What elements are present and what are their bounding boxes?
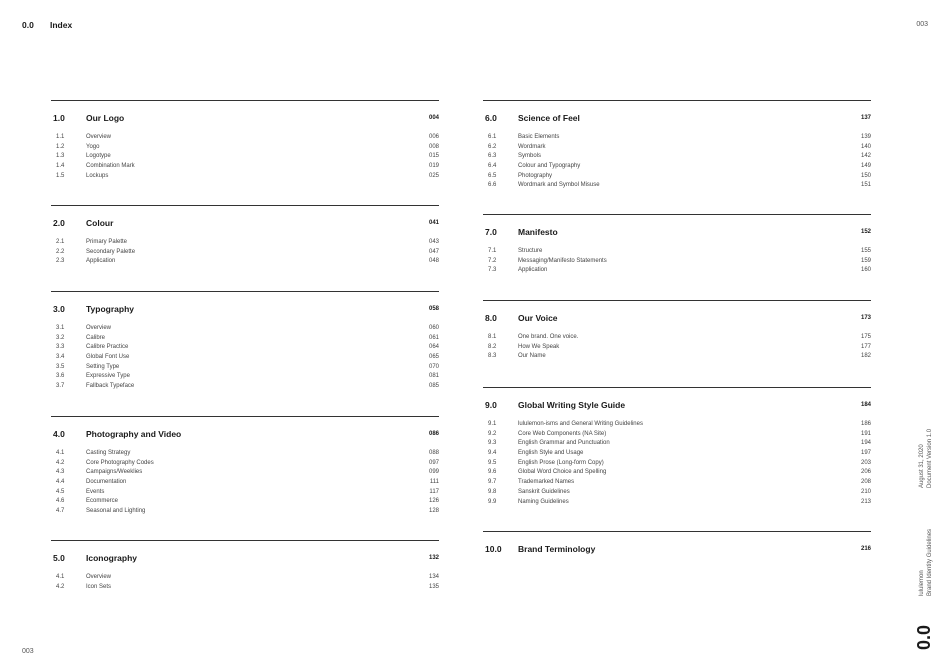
entry-number: 1.3 [56, 153, 65, 160]
section-title: Our Logo [86, 113, 125, 123]
toc-section [51, 291, 439, 392]
toc-entry[interactable] [51, 324, 439, 334]
entry-number: 4.1 [56, 450, 65, 456]
entry-number: 4.2 [56, 583, 65, 590]
toc-entry[interactable] [483, 459, 871, 469]
entry-title: Wordmark and Symbol Misuse [518, 182, 600, 189]
document-brand-info [918, 529, 934, 596]
toc-entry[interactable] [483, 257, 871, 267]
section-items [483, 420, 871, 507]
entry-title: Calibre Practice [86, 344, 129, 351]
section-number: 5.0 [53, 553, 65, 563]
section-items [483, 133, 871, 191]
entry-title: Global Word Choice and Spelling [518, 469, 607, 476]
section-items [51, 449, 439, 517]
entry-number: 6.3 [488, 153, 497, 160]
toc-entry[interactable] [51, 488, 439, 498]
entry-page-number: 210 [860, 488, 871, 495]
entry-page-number: 060 [428, 325, 439, 331]
toc-entry[interactable] [483, 333, 871, 343]
toc-entry[interactable] [51, 459, 439, 469]
toc-section [483, 531, 871, 558]
section-heading[interactable] [51, 553, 439, 567]
toc-section [483, 387, 871, 507]
entry-page-number: 008 [428, 143, 439, 150]
section-number: 1.0 [53, 113, 65, 123]
section-number: 4.0 [53, 429, 65, 439]
entry-number: 7.3 [488, 267, 497, 274]
entry-number: 9.2 [488, 430, 497, 437]
entry-page-number: 015 [428, 153, 439, 160]
section-items [483, 333, 871, 362]
chapter-number: 0.0 [22, 20, 34, 30]
entry-number: 1.1 [56, 134, 65, 140]
toc-entry[interactable] [483, 181, 871, 191]
entry-title: Combination Mark [86, 163, 135, 170]
document-date-version [918, 429, 934, 488]
toc-entry[interactable] [483, 172, 871, 182]
entry-number: 4.2 [56, 459, 65, 466]
toc-entry[interactable] [483, 133, 871, 143]
section-page-number: 058 [428, 306, 439, 312]
toc-entry[interactable] [483, 488, 871, 498]
toc-section [51, 540, 439, 592]
entry-page-number: 160 [860, 267, 871, 274]
section-heading[interactable] [483, 400, 871, 414]
entry-page-number: 061 [428, 334, 439, 341]
section-title: Colour [86, 218, 114, 228]
entry-title: English Style and Usage [518, 450, 584, 457]
entry-page-number: 191 [860, 430, 871, 437]
entry-title: Structure [518, 248, 543, 254]
entry-number: 9.9 [488, 498, 497, 505]
entry-page-number: 134 [428, 574, 439, 580]
section-title: Science of Feel [518, 113, 580, 123]
entry-page-number: 208 [860, 479, 871, 486]
entry-number: 9.5 [488, 459, 497, 466]
toc-entry[interactable] [51, 334, 439, 344]
section-page-number: 184 [860, 402, 871, 408]
page-number-top: 003 [916, 21, 928, 28]
document-version: Document Version 1.0 [927, 428, 933, 488]
entry-title: Campaigns/Weeklies [86, 469, 143, 476]
toc-entry[interactable] [51, 478, 439, 488]
toc-entry[interactable] [483, 143, 871, 153]
page-title: Index [50, 20, 73, 30]
entry-title: Expressive Type [86, 373, 130, 380]
entry-number: 9.6 [488, 469, 497, 476]
entry-page-number: 197 [860, 450, 871, 457]
entry-page-number: 151 [860, 182, 871, 189]
entry-title: Yogo [86, 143, 100, 150]
toc-section [51, 205, 439, 267]
entry-page-number: 117 [429, 488, 439, 495]
document-date: August 31, 2020 [919, 444, 925, 488]
entry-number: 3.5 [56, 363, 65, 370]
document-name: Brand Identity Guidelines [927, 528, 933, 596]
entry-title: Photography [518, 172, 553, 179]
entry-page-number: 194 [860, 440, 871, 447]
section-title: Brand Terminology [518, 544, 596, 554]
entry-title: Logotype [86, 153, 111, 160]
entry-title: Messaging/Manifesto Statements [518, 257, 607, 264]
entry-number: 3.6 [56, 373, 65, 380]
entry-title: Symbols [518, 153, 542, 160]
toc-entry[interactable] [483, 478, 871, 488]
entry-title: Calibre [86, 334, 106, 341]
entry-page-number: 213 [860, 498, 871, 505]
entry-page-number: 155 [860, 248, 871, 254]
entry-title: Events [86, 488, 105, 495]
section-heading[interactable] [483, 313, 871, 327]
entry-number: 4.1 [56, 574, 65, 580]
entry-title: How We Speak [518, 343, 560, 350]
entry-title: Trademarked Names [518, 479, 575, 486]
section-title: Manifesto [518, 227, 558, 237]
toc-entry[interactable] [51, 507, 439, 517]
entry-number: 4.4 [56, 479, 65, 486]
entry-number: 9.8 [488, 488, 497, 495]
toc-entry[interactable] [51, 257, 439, 267]
entry-page-number: 099 [428, 469, 439, 476]
entry-page-number: 070 [428, 363, 439, 370]
entry-number: 9.4 [488, 450, 497, 457]
section-number: 10.0 [485, 544, 502, 554]
entry-page-number: 065 [428, 354, 439, 361]
section-heading[interactable] [483, 113, 871, 127]
toc-entry[interactable] [51, 497, 439, 507]
entry-number: 3.4 [56, 354, 65, 361]
entry-title: Our Name [518, 353, 546, 360]
entry-number: 8.1 [488, 334, 497, 340]
entry-page-number: 182 [860, 353, 871, 360]
entry-page-number: 025 [428, 172, 439, 179]
section-page-number: 216 [860, 546, 871, 552]
toc-entry[interactable] [483, 152, 871, 162]
entry-title: English Prose (Long-form Copy) [518, 459, 604, 466]
entry-title: Overview [86, 574, 112, 580]
entry-title: Sanskrit Guidelines [518, 488, 570, 495]
entry-number: 4.5 [56, 488, 65, 495]
entry-title: lululemon-isms and General Writing Guidelines [518, 421, 643, 427]
chapter-big-number: 0.0 [914, 624, 934, 650]
entry-page-number: 150 [860, 172, 871, 179]
entry-page-number: 043 [428, 239, 439, 245]
section-number: 3.0 [53, 304, 65, 314]
section-page-number: 004 [428, 115, 439, 121]
entry-page-number: 085 [428, 383, 439, 390]
section-page-number: 086 [428, 431, 439, 437]
entry-page-number: 111 [429, 479, 439, 486]
entry-title: Application [518, 267, 548, 274]
entry-page-number: 088 [428, 450, 439, 456]
entry-title: Documentation [86, 479, 127, 486]
entry-page-number: 139 [860, 134, 871, 140]
section-number: 9.0 [485, 400, 497, 410]
entry-page-number: 064 [428, 344, 439, 351]
entry-title: Fallback Typeface [86, 383, 135, 390]
entry-title: Application [86, 258, 116, 265]
entry-number: 8.2 [488, 343, 497, 350]
section-heading[interactable] [51, 218, 439, 232]
section-heading[interactable] [483, 227, 871, 241]
entry-number: 4.7 [56, 508, 65, 515]
toc-entry[interactable] [51, 248, 439, 258]
toc-entry[interactable] [51, 583, 439, 593]
entry-title: Seasonal and Lighting [86, 508, 146, 515]
section-items [51, 573, 439, 592]
entry-title: Core Photography Codes [86, 459, 154, 466]
toc-entry[interactable] [51, 143, 439, 153]
entry-number: 2.2 [56, 248, 65, 255]
toc-entry[interactable] [483, 420, 871, 430]
entry-number: 3.3 [56, 344, 65, 351]
entry-page-number: 135 [428, 583, 439, 590]
entry-title: Core Web Components (NA Site) [518, 430, 607, 437]
entry-page-number: 203 [860, 459, 871, 466]
entry-number: 6.4 [488, 163, 497, 170]
toc-entry[interactable] [51, 363, 439, 373]
section-items [51, 133, 439, 181]
toc-entry[interactable] [51, 172, 439, 182]
section-number: 2.0 [53, 218, 65, 228]
entry-page-number: 140 [860, 143, 871, 150]
section-page-number: 041 [428, 220, 439, 226]
toc-section [483, 300, 871, 362]
toc-entry[interactable] [51, 353, 439, 363]
section-number: 6.0 [485, 113, 497, 123]
entry-page-number: 175 [860, 334, 871, 340]
entry-page-number: 177 [860, 343, 871, 350]
entry-page-number: 006 [428, 134, 439, 140]
entry-title: Icon Sets [86, 583, 112, 590]
toc-entry[interactable] [483, 468, 871, 478]
toc-entry[interactable] [51, 573, 439, 583]
entry-page-number: 159 [860, 257, 871, 264]
section-number: 8.0 [485, 313, 497, 323]
toc-entry[interactable] [483, 430, 871, 440]
section-page-number: 132 [428, 555, 439, 561]
entry-title: Overview [86, 325, 112, 331]
toc-section [483, 100, 871, 191]
section-page-number: 137 [860, 115, 871, 121]
entry-title: One brand. One voice. [518, 334, 579, 340]
toc-entry[interactable] [51, 468, 439, 478]
entry-number: 9.1 [488, 421, 497, 427]
entry-number: 4.3 [56, 469, 65, 476]
entry-page-number: 186 [860, 421, 871, 427]
entry-number: 6.2 [488, 143, 497, 150]
toc-entry[interactable] [51, 152, 439, 162]
toc-entry[interactable] [51, 162, 439, 172]
entry-number: 4.6 [56, 498, 65, 505]
toc-entry[interactable] [51, 372, 439, 382]
toc-entry[interactable] [483, 343, 871, 353]
entry-page-number: 142 [860, 153, 871, 160]
entry-number: 3.7 [56, 383, 65, 390]
entry-page-number: 019 [428, 163, 439, 170]
entry-number: 1.5 [56, 172, 65, 179]
toc-section [483, 214, 871, 276]
section-heading[interactable] [51, 304, 439, 318]
entry-number: 9.3 [488, 440, 497, 447]
entry-number: 6.1 [488, 134, 497, 140]
entry-number: 7.1 [488, 248, 497, 254]
entry-number: 3.2 [56, 334, 65, 341]
entry-number: 1.4 [56, 163, 65, 170]
section-items [51, 238, 439, 267]
entry-page-number: 149 [860, 163, 871, 170]
section-items [51, 324, 439, 392]
section-page-number: 152 [860, 229, 871, 235]
toc-section [51, 100, 439, 181]
toc-entry[interactable] [51, 238, 439, 248]
page-number-bottom: 003 [22, 648, 34, 655]
toc-entry[interactable] [51, 449, 439, 459]
entry-title: Ecommerce [86, 498, 119, 505]
section-heading[interactable] [51, 113, 439, 127]
toc-entry[interactable] [483, 498, 871, 508]
entry-title: Overview [86, 134, 112, 140]
entry-title: Global Font Use [86, 354, 130, 361]
entry-page-number: 047 [428, 248, 439, 255]
entry-page-number: 206 [860, 469, 871, 476]
toc-entry[interactable] [51, 382, 439, 392]
entry-number: 3.1 [56, 325, 65, 331]
entry-number: 1.2 [56, 143, 65, 150]
section-number: 7.0 [485, 227, 497, 237]
section-title: Iconography [86, 553, 138, 563]
entry-title: Basic Elements [518, 134, 560, 140]
section-heading[interactable] [483, 544, 871, 558]
toc-entry[interactable] [483, 266, 871, 276]
entry-title: Naming Guidelines [518, 498, 569, 505]
entry-number: 6.6 [488, 182, 497, 189]
toc-entry[interactable] [51, 133, 439, 143]
entry-title: Setting Type [86, 363, 120, 370]
section-heading[interactable] [51, 429, 439, 443]
entry-number: 9.7 [488, 479, 497, 486]
brand-name: lululemon [919, 570, 925, 596]
section-items [483, 247, 871, 276]
entry-page-number: 128 [428, 508, 439, 515]
toc-entry[interactable] [51, 343, 439, 353]
toc-entry[interactable] [483, 352, 871, 362]
toc-entry[interactable] [483, 439, 871, 449]
entry-number: 2.3 [56, 258, 65, 265]
entry-title: Primary Palette [86, 239, 128, 245]
entry-page-number: 126 [428, 498, 439, 505]
section-page-number: 173 [860, 315, 871, 321]
entry-title: Lockups [86, 172, 109, 179]
entry-page-number: 081 [428, 373, 439, 380]
entry-page-number: 097 [428, 459, 439, 466]
section-title: Typography [86, 304, 135, 314]
entry-number: 2.1 [56, 239, 65, 245]
entry-title: Colour and Typography [518, 163, 581, 170]
entry-number: 7.2 [488, 257, 497, 264]
section-title: Our Voice [518, 313, 558, 323]
section-title: Global Writing Style Guide [518, 400, 626, 410]
entry-number: 8.3 [488, 353, 497, 360]
toc-section [51, 416, 439, 517]
entry-page-number: 048 [428, 258, 439, 265]
entry-title: Secondary Palette [86, 248, 136, 255]
entry-title: Casting Strategy [86, 450, 131, 456]
entry-number: 6.5 [488, 172, 497, 179]
toc-entry[interactable] [483, 247, 871, 257]
entry-title: English Grammar and Punctuation [518, 440, 610, 447]
toc-entry[interactable] [483, 162, 871, 172]
entry-title: Wordmark [518, 143, 546, 150]
section-title: Photography and Video [86, 429, 182, 439]
toc-entry[interactable] [483, 449, 871, 459]
